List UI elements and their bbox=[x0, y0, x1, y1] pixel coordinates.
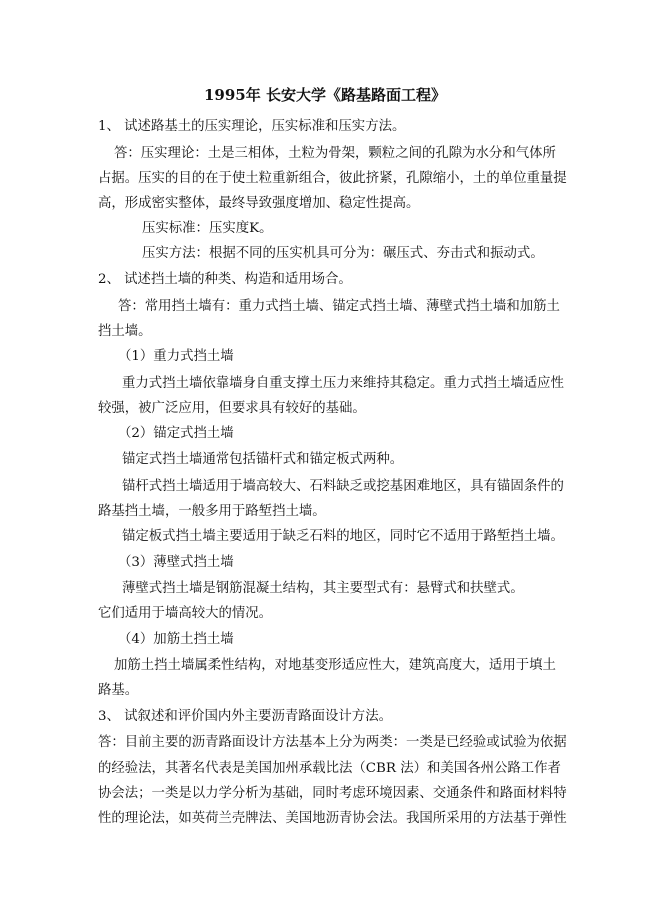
heading-anchored-wall: （2）锚定式挡土墙 bbox=[118, 426, 234, 441]
gravity-wall-line-2: 较强，被广泛应用，但要求具有较好的基础。 bbox=[98, 401, 366, 416]
question-1: 1、 试述路基土的压实理论，压实标准和压实方法。 bbox=[98, 119, 406, 134]
document-title: 1995年 长安大学《路基路面工程》 bbox=[204, 86, 446, 104]
answer-1-line-1: 答：压实理论：土是三相体，土粒为骨架，颗粒之间的孔隙为水分和气体所 bbox=[114, 146, 556, 161]
heading-thin-wall: （3）薄壁式挡土墙 bbox=[118, 555, 234, 570]
question-2: 2、 试述挡土墙的种类、构造和适用场合。 bbox=[98, 272, 352, 287]
answer-1-line-3: 高，形成密实整体，最终导致强度增加、稳定性提高。 bbox=[98, 196, 420, 211]
answer-3-line-2: 的经验法，其著名代表是美国加州承载比法（CBR 法）和美国各州公路工作者 bbox=[98, 761, 561, 776]
answer-3-line-4: 性的理论法，如英荷兰壳牌法、美国地沥青协会法。我国所采用的方法基于弹性 bbox=[98, 811, 567, 826]
anchor-rod-wall-line-1: 锚杆式挡土墙适用于墙高较大、石料缺乏或挖基困难地区，具有锚固条件的 bbox=[122, 479, 564, 494]
answer-3-line-3: 协会法；一类是以力学分析为基础，同时考虑环境因素、交通条件和路面材料特 bbox=[98, 786, 567, 801]
reinforced-wall-line-1: 加筋土挡土墙属柔性结构，对地基变形适应性大，建筑高度大，适用于填土 bbox=[114, 658, 556, 673]
answer-1-line-2: 占据。压实的目的在于使土粒重新组合，彼此挤紧，孔隙缩小，土的单位重量提 bbox=[98, 171, 567, 186]
thin-wall-line-1: 薄壁式挡土墙是钢筋混凝土结构，其主要型式有：悬臂式和扶壁式。 bbox=[122, 581, 524, 596]
compaction-standard: 压实标准：压实度K。 bbox=[142, 221, 273, 236]
reinforced-wall-line-2: 路基。 bbox=[98, 683, 139, 698]
answer-3-line-1: 答：目前主要的沥青路面设计方法基本上分为两类：一类是已经验或试验为依据 bbox=[98, 735, 567, 750]
gravity-wall-line-1: 重力式挡土墙依靠墙身自重支撑土压力来维持其稳定。重力式挡土墙适应性 bbox=[122, 376, 564, 391]
answer-2-line-1: 答：常用挡土墙有：重力式挡土墙、锚定式挡土墙、薄壁式挡土墙和加筋土 bbox=[118, 299, 560, 314]
anchor-plate-wall-line: 锚定板式挡土墙主要适用于缺乏石料的地区，同时它不适用于路堑挡土墙。 bbox=[122, 529, 564, 544]
heading-gravity-wall: （1）重力式挡土墙 bbox=[118, 349, 234, 364]
answer-2-line-2: 挡土墙。 bbox=[98, 324, 152, 339]
compaction-method: 压实方法：根据不同的压实机具可分为：碾压式、夯击式和振动式。 bbox=[142, 246, 544, 261]
anchor-rod-wall-line-2: 路基挡土墙，一般多用于路堑挡土墙。 bbox=[98, 504, 326, 519]
thin-wall-line-2: 它们适用于墙高较大的情况。 bbox=[98, 606, 273, 621]
question-3: 3、 试叙述和评价国内外主要沥青路面设计方法。 bbox=[98, 709, 392, 724]
heading-reinforced-wall: （4）加筋土挡土墙 bbox=[118, 632, 234, 647]
anchored-wall-line-1: 锚定式挡土墙通常包括锚杆式和锚定板式两种。 bbox=[122, 452, 404, 467]
